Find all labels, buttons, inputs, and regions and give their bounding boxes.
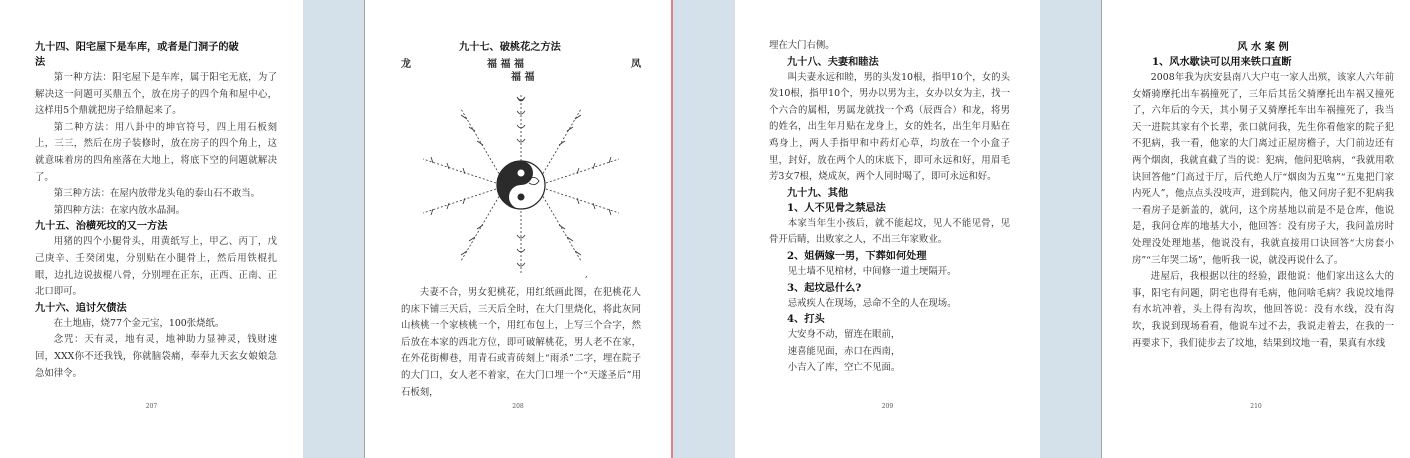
paragraph: 速喜能见面，赤口在西南，: [787, 345, 901, 357]
talisman-char-right: 凤: [631, 59, 641, 70]
page-208: [365, 0, 671, 458]
page-209-content: [735, 0, 1040, 377]
paragraph: 见土墙不见棺材，中间修一道土埂隔开。: [787, 265, 957, 277]
section-title: 风 水 案 例: [1237, 41, 1289, 53]
page-207-content: [0, 0, 303, 382]
page-number: 207: [145, 403, 158, 410]
paragraph: 埋在大门右侧。: [769, 40, 835, 51]
heading: 1、风水歇诀可以用来铁口直断: [1152, 56, 1292, 68]
talisman-line-1: [401, 55, 641, 70]
heading: 九十四、阳宅屋下是车库，或者是门洞子的破: [35, 41, 239, 53]
paragraph: 第三种方法：在屋内放带龙头龟的泰山石不敢当。: [53, 188, 261, 200]
paragraph: 大安身不动，留连在眼前，: [787, 329, 901, 341]
page-208-content: [365, 0, 671, 401]
heading: 1、人不见骨之禁忌法: [787, 201, 886, 214]
heading: 法: [35, 56, 46, 68]
paragraph: 第四种方法：在家内放水晶洞。: [53, 204, 186, 216]
gutter: [673, 0, 735, 458]
talisman-line-2: 福 福: [511, 72, 535, 83]
heading: 3、起坟忌什么?: [787, 281, 862, 294]
heading: 九十八、夫妻和睦法: [787, 55, 879, 68]
page-210-content: [1102, 0, 1410, 352]
paragraph: 第二种方法：用八卦中的坤官符号，四上用石板刻上，三三，然后在房子装修时，放在房子的四个角上，这就意味着房的四角座落在大地上，将底下空的问题就解决了。: [35, 121, 277, 183]
paragraph: 第一种方法：阳宅屋下是车库，属于阳宅无底，为了解决这一问题可买鼎五个，放在房子的四个角和屋中心，这样用5个鼎就把房子给鼎起来了。: [35, 72, 277, 117]
page-number: 209: [881, 403, 894, 410]
paragraph: 忌戒疾人在现场，忌命不全的人在现场。: [787, 297, 957, 309]
page-210: [1102, 0, 1410, 458]
heading: 4、打头: [787, 313, 825, 326]
page-number: 208: [512, 403, 524, 410]
paragraph: 进屋后，我根据以往的经验，跟他说：他们家出这么大的事，阳宅有问题，阴宅也得有毛病，他问啥毛病？我说坟地得有水坑冲着，头上得有沟坎，他回答说：没有水线，没有沟坎，我说到现场看看，他说车过不去，我说走着去，在我的一再要求下，我们徒步去了坟地，结果到坟地一看，果真有水线: [1132, 271, 1394, 349]
talisman-char-center: 福 福 福: [487, 59, 524, 70]
yin-yang-talisman-figure: [401, 85, 641, 281]
heading: 九十六、追讨欠债法: [35, 301, 127, 314]
heading: 2、姐俩嫁一男，下葬如何处理: [787, 249, 927, 262]
paragraph: 夫妻不合，男女犯桃花，用红纸画此图，在犯桃花人的床下铺三天后，三天后全时，在大门里烧化，将此灰同山核桃一个家核桃一个，用红布包上，上写三个合字，然后放在本家的西北方位，即可破解桃花，男人老不在家，在外花街柳巷，用青石或青砖刻上“雨杀”二字，埋在院子的大门口，女人老不着家，在大门口埋一个“天遂圣后”用石板刻，: [401, 287, 641, 398]
gutter: [303, 0, 365, 458]
yin-yang-symbol: [497, 161, 545, 209]
section-title: 九十七、破桃花之方法: [459, 41, 561, 53]
paragraph: 念咒：天有灵，地有灵，地神助力显神灵，钱财速回，XXX你不还我钱，你就脑袋痛，奉奉九天玄女娘娘急急如律令。: [35, 334, 277, 379]
page-number: 210: [1250, 403, 1262, 410]
paragraph: 2008年我为庆安县南八大户屯一家人出殡，该家人六年前女婿骑摩托出车祸撞死了，三年后其岳父骑摩托出车祸又撞死了，六年后的今天，其小舅子又骑摩托车出车祸撞死了，我当天一进院其家有个长辈，张口就问我，先生你看他家的院子犯不犯病，我一看，他家的大门离过正屋房檐子，大门前边还有两个烟囱，我就直截了当的说：犯病，他问犯啥病，“我就用歌诀回答他”门高过于厅，后代绝人厅“烟囱为五鬼”“五鬼把门家内死人”，他点点头没吱声，进到院内，他又问房子犯不犯病我一看房子是新盖的，就问，这个房基地以前是不是仓库，他说是，我问仓库的地基大小，他回答：没有房子大，我问盖房时处理没处理地基，他说没有，我就直接用口诀回答“大房套小房”“三年哭二场”，他听我一说，就没再说什么了。: [1132, 72, 1394, 266]
heading: 九十五、治横死坟的又一方法: [35, 220, 168, 233]
talisman-dot: ,: [585, 270, 588, 279]
paragraph: 用猪的四个小腿骨头，用黄纸写上，甲乙、丙丁，戊己庚辛、壬癸闭鬼，分别贴在小腿骨上，然后用铁棍扎眼，边扎边说拔棍八骨，分别埋在正东，正西、正南、正北口即可。: [35, 236, 277, 298]
talisman-char-left: 龙: [401, 59, 411, 70]
paragraph: 叫夫妻永远和睦，男的头发10根，指甲10个，女的头发10根，指甲10个，男办以男为主，女办以女为主，找一个六合的属相，男属龙就找一个鸡（辰酉合）和龙，将男的姓名，出生年月贴在龙身上，女的姓名，出生年月贴在鸡身上，两人手指甲和中药灯心草，均放在一个小盒子里，封好，放在两个人的床底下，即可永远和好，用眉毛芳3女7根，烧成灰，两个人同时喝了，即可永远和好。: [769, 71, 1010, 183]
gutter: [1040, 0, 1102, 458]
page-209: [735, 0, 1040, 458]
page-207: [0, 0, 303, 458]
paragraph: 小吉入了库，空亡不见面。: [787, 362, 901, 374]
paragraph: 本家当年生小孩后，就不能起坟，见人不能见骨，见骨开后睛，出败家之人，不出三年家败业。: [769, 217, 1010, 246]
heading: 九十九、其他: [787, 186, 849, 199]
paragraph: 在土地庙，烧77个金元宝，100张烧纸。: [53, 317, 225, 329]
